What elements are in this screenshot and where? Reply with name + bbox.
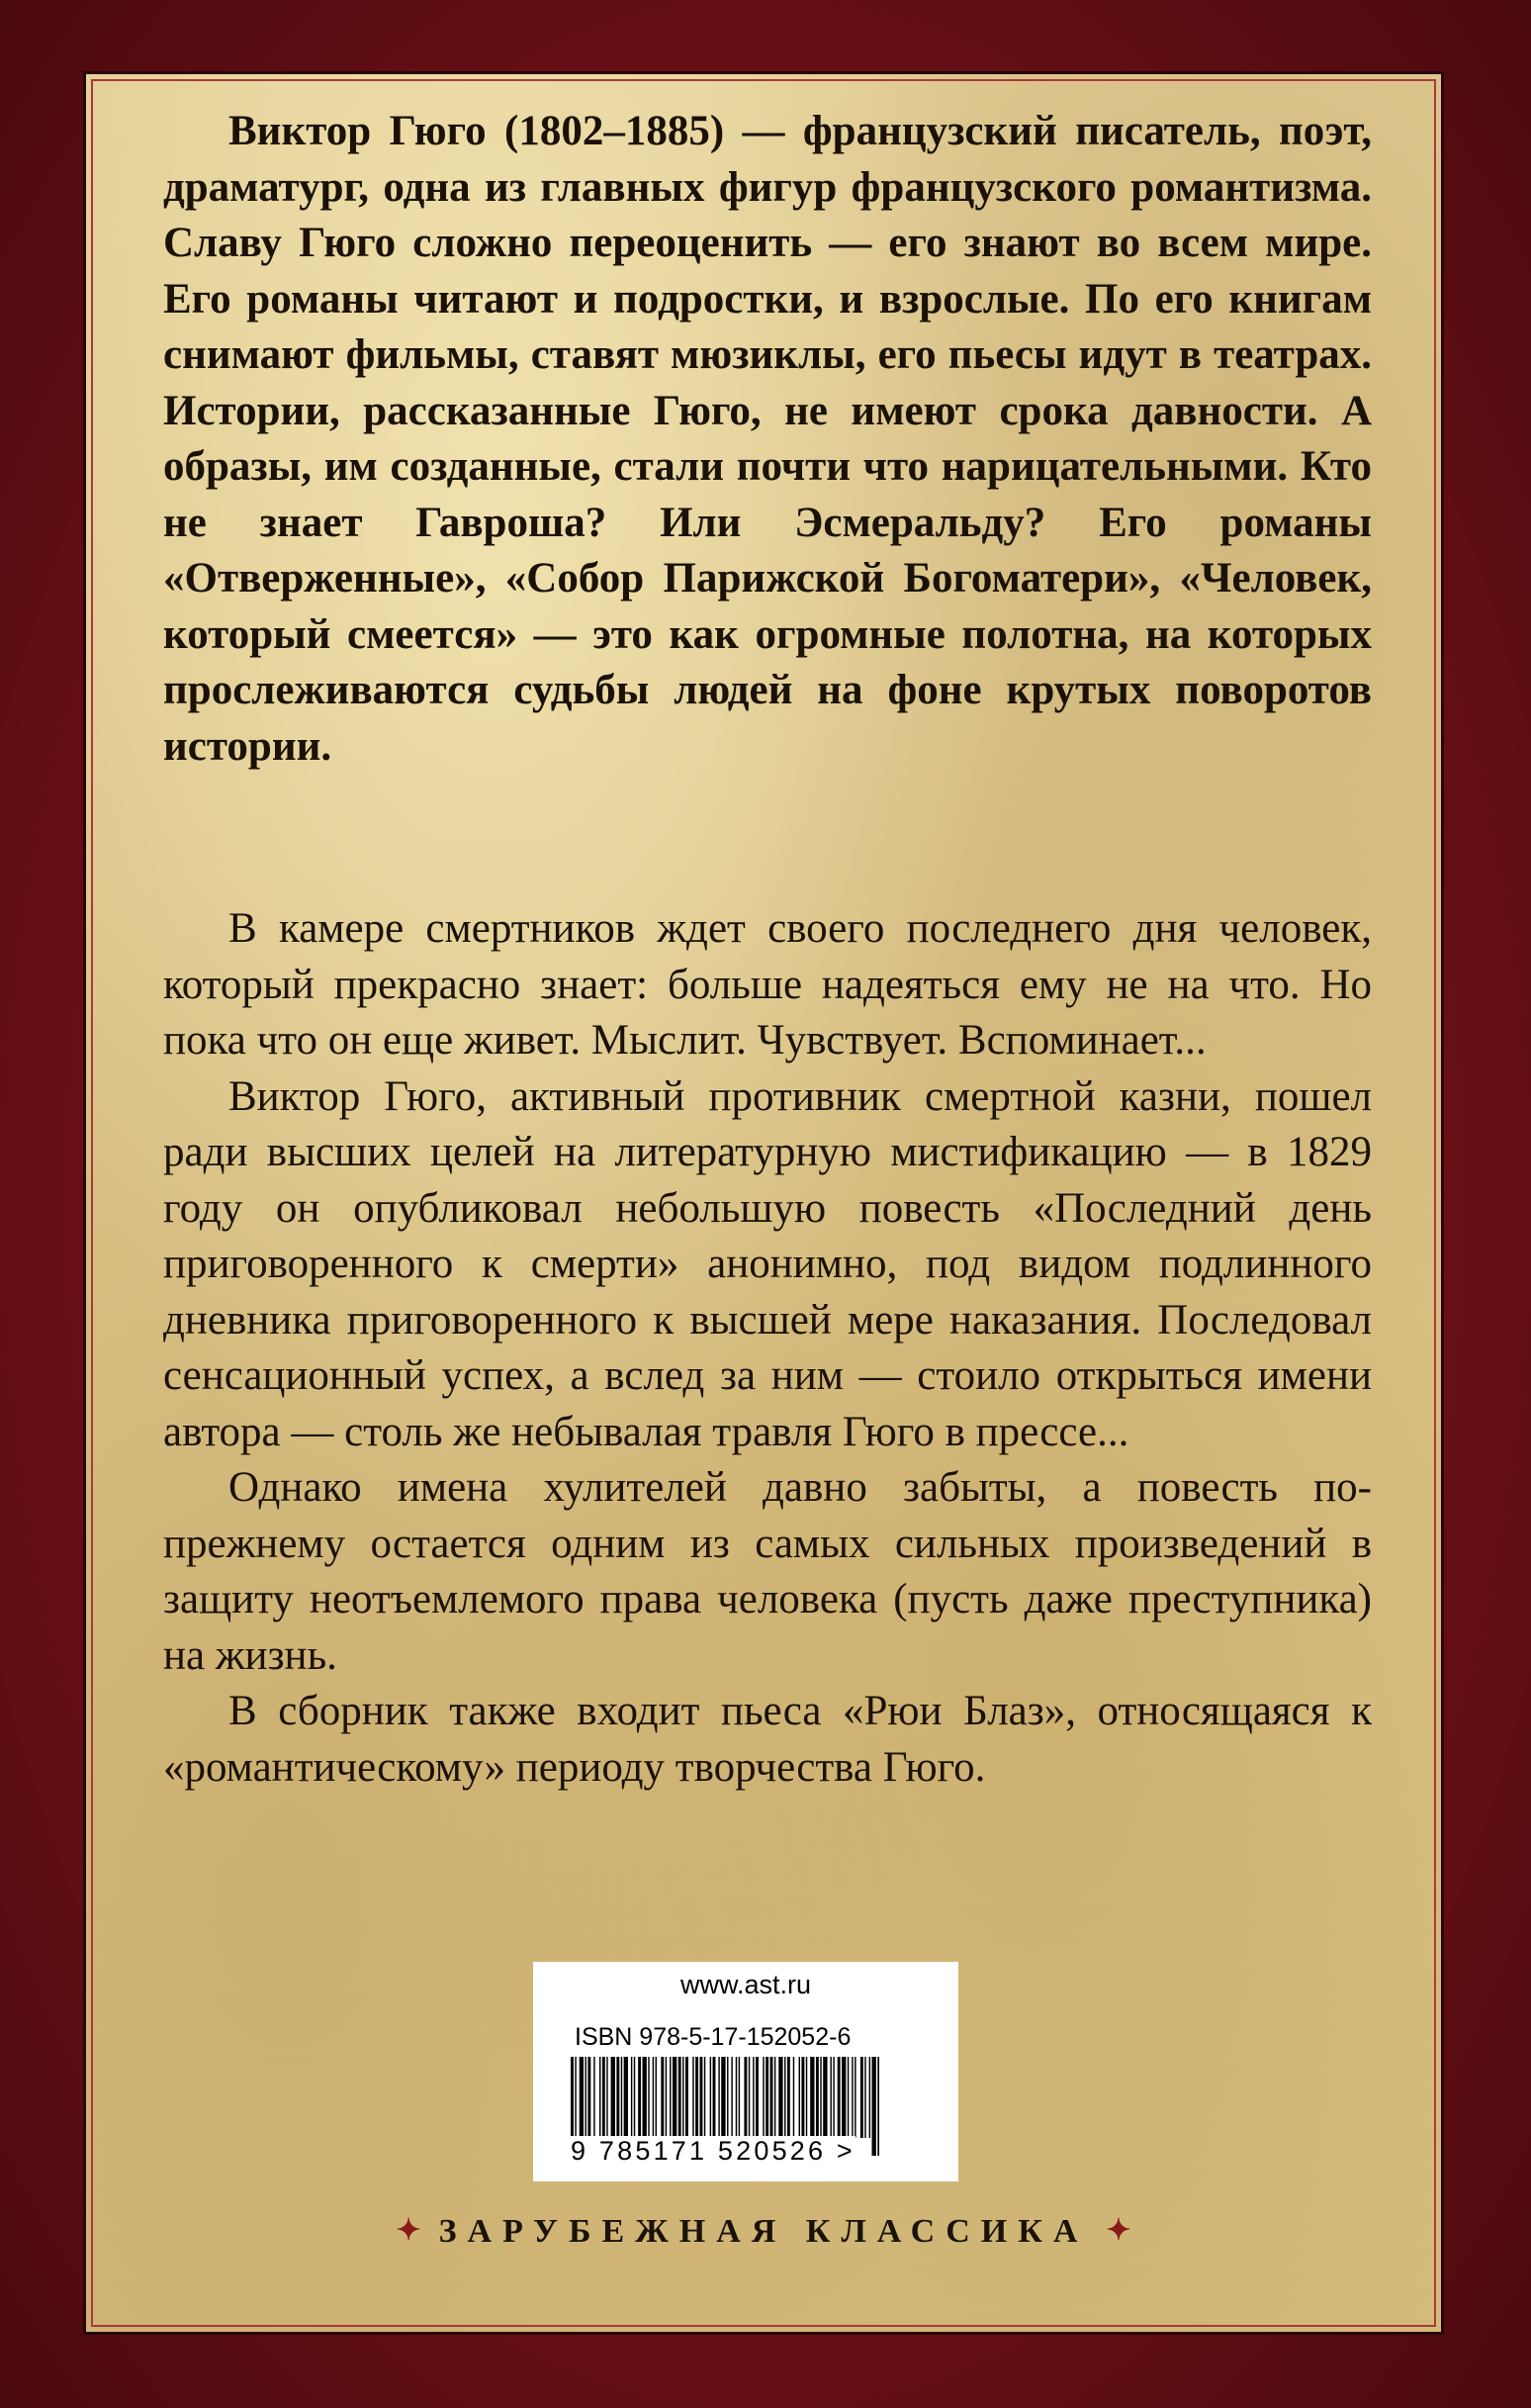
barcode-bar [593, 2057, 594, 2138]
barcode-bar [877, 2057, 879, 2156]
barcode-bar [774, 2057, 775, 2138]
ornament-right-icon: ✦ [1106, 2214, 1131, 2247]
barcode-bar [685, 2057, 688, 2138]
barcode-bar [816, 2057, 819, 2138]
barcode-bar [766, 2057, 768, 2138]
author-intro-paragraph: Виктор Гюго (1802–1885) — французский писатель, поэт, драматург, одна из главных фигур французского романтизма. Славу Гюго сложно переоценить — его знают во всем мире. Его романы читают и подростки, и взрослые. По его книгам снимают фильмы, ставят мюзиклы, его пьесы идут в театрах. Истории, рассказанные Гюго, не имеют срока давности. А образы, им созданные, стали почти что нарицательными. Кто не знает Гавроша? Или Эсмеральду? Его романы «Отверженные», «Собор Парижской Богоматери», «Человек, который смеется» — это как огромные полотна, на которых прослеживаются судьбы людей на фоне крутых поворотов истории. [163, 108, 1372, 770]
barcode-bar [606, 2057, 607, 2138]
barcode-bar [616, 2057, 619, 2138]
ornament-left-icon: ✦ [396, 2214, 421, 2247]
barcode-bar [648, 2057, 649, 2138]
barcode-bar [673, 2057, 676, 2138]
barcode-bar [692, 2057, 693, 2138]
barcode-bar [700, 2057, 703, 2138]
barcode-bar [661, 2057, 664, 2138]
series-title: ЗАРУБЕЖНАЯ КЛАССИКА [438, 2213, 1089, 2250]
barcode-bar [753, 2057, 754, 2138]
barcode-bar [838, 2057, 841, 2138]
barcode-bar [756, 2057, 759, 2138]
barcode-bar [631, 2057, 632, 2138]
barcode-bar [704, 2057, 705, 2138]
author-intro [163, 104, 1372, 775]
barcode-bar [736, 2057, 737, 2138]
barcode-bar [695, 2057, 698, 2138]
barcode-bar [848, 2057, 849, 2138]
barcode-bar [810, 2057, 814, 2138]
barcode-bar [799, 2057, 800, 2138]
barcode-bar [580, 2057, 584, 2138]
barcode-bar [611, 2057, 615, 2138]
barcode-bar [784, 2057, 785, 2138]
barcode-bar [778, 2057, 782, 2138]
barcode-bar [656, 2057, 657, 2138]
barcode-bar [587, 2057, 590, 2138]
barcode-bar [860, 2057, 863, 2138]
barcode-bar [682, 2057, 683, 2138]
barcode-bar [653, 2057, 654, 2138]
barcode-bar [833, 2057, 834, 2138]
barcode-bar [624, 2057, 628, 2138]
barcode-bar [806, 2057, 807, 2138]
barcode-bar [666, 2057, 667, 2138]
barcode-bar [638, 2057, 641, 2138]
barcode-bar [634, 2057, 635, 2138]
barcode-bar [852, 2057, 853, 2138]
barcode-bar [872, 2057, 876, 2156]
barcode-bar [744, 2057, 747, 2138]
barcode-bar [713, 2057, 716, 2138]
barcode-bar [793, 2057, 794, 2138]
barcode-bar [830, 2057, 831, 2138]
book-annotation [163, 901, 1372, 1796]
annotation-paragraph-2: Виктор Гюго, активный противник смертной казни, пошел ради высших целей на литературную мистификацию — в 1829 году он опубликовал небольшую повесть «Последний день приговоренного к смерти» анонимно, под видом подлинного дневника приговоренного к высшей мере наказания. Последовал сенсационный успех, а вслед за ним — стоило открыться имени автора — столь же небывалая травля Гюго в прессе... [163, 1072, 1372, 1455]
barcode-bar [749, 2057, 750, 2138]
barcode-bar [787, 2057, 790, 2138]
barcode-bar [718, 2057, 719, 2138]
barcode-number: 9 785171 520526 > [571, 2136, 856, 2166]
barcode-bar [763, 2057, 764, 2138]
annotation-paragraph-4: В сборник также входит пьеса «Рюи Блаз», относящаяся к «романтическому» периоду творчества Гюго. [163, 1688, 1372, 1791]
barcode-bar [678, 2057, 681, 2138]
barcode-bar [855, 2057, 856, 2138]
barcode-bar [820, 2057, 821, 2138]
barcode-bar [599, 2057, 600, 2138]
barcode-bar [842, 2057, 846, 2138]
publisher-website: www.ast.ru [679, 1970, 812, 1999]
barcode-bar [602, 2057, 605, 2138]
barcode-bar [670, 2057, 671, 2138]
parchment-panel [83, 71, 1444, 2335]
barcode-bar [869, 2057, 870, 2138]
barcode-bar [739, 2057, 740, 2138]
barcode-bar [621, 2057, 622, 2138]
barcode-box [533, 1962, 958, 2181]
barcode-bar [643, 2057, 647, 2138]
annotation-paragraph-1: В камере смертников ждет своего последнего дня человек, который прекрасно знает: больше надеяться ему не на что. Но пока что он еще живет. Мыслит. Чувствует. Вспоминает... [163, 905, 1372, 1064]
isbn-label: ISBN 978-5-17-152052-6 [575, 2023, 852, 2051]
annotation-paragraph-3: Однако имена хулителей давно забыты, а повесть по-прежнему остается одним из самых сильных произведений в защиту неотъемлемого права человека (пусть даже преступника) на жизнь. [163, 1464, 1372, 1679]
barcode-bar [710, 2057, 711, 2138]
barcode-bar [823, 2057, 827, 2138]
barcode-bar [864, 2057, 865, 2138]
barcode-bar [770, 2057, 773, 2138]
barcode-bar [585, 2057, 586, 2138]
barcode-bar [801, 2057, 804, 2138]
series-title-line [86, 2213, 1441, 2251]
barcode-bar [731, 2057, 732, 2138]
